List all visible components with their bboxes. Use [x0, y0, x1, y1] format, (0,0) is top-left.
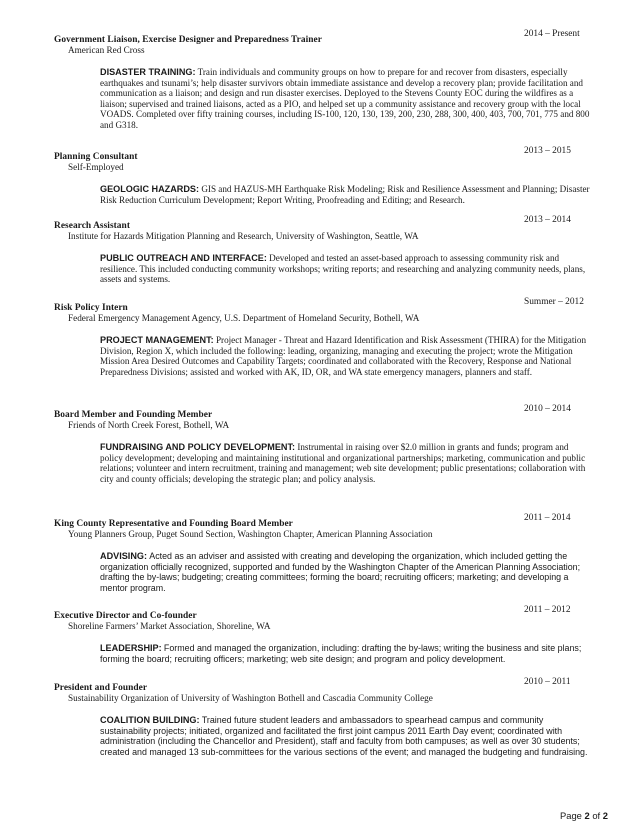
job-description	[100, 335, 591, 377]
job-dates: 2011 – 2012	[524, 605, 571, 615]
experience-entry-fema	[54, 297, 591, 377]
job-dates: 2010 – 2014	[524, 404, 571, 414]
job-title: Risk Policy Intern	[54, 303, 128, 313]
organization: Young Planners Group, Puget Sound Section, Washington Chapter, American Planning Association	[68, 529, 433, 539]
job-title: Research Assistant	[54, 221, 130, 231]
organization: Friends of North Creek Forest, Bothell, WA	[68, 420, 230, 430]
experience-entry-research-assistant	[54, 215, 591, 285]
job-dates: 2014 – Present	[524, 29, 580, 39]
organization: American Red Cross	[68, 45, 145, 55]
description-text: Instrumental in raising over $2.0 million in grants and funds; program and policy development; developing and maintaining institutional and organizational partnerships; marketing, communication and public relations; volunteer and intern recruitment, training and management; web site development; public presentations; collaboration with city and county officials; developing the strategic plan; and policy analysis.	[100, 442, 586, 484]
job-title: King County Representative and Founding Board Member	[54, 519, 293, 529]
of-word: of	[592, 810, 601, 821]
page-total: 2	[602, 810, 608, 821]
experience-entry-red-cross	[54, 29, 591, 131]
organization: Shoreline Farmers’ Market Association, Shoreline, WA	[68, 621, 271, 631]
job-title: Executive Director and Co-founder	[54, 611, 197, 621]
organization: Self-Employed	[68, 162, 124, 172]
organization: Sustainability Organization of University of Washington Bothell and Cascadia Community College	[68, 693, 433, 703]
description-text: GIS and HAZUS-MH Earthquake Risk Modeling; Risk and Resilience Assessment and Planning; Disaster Risk Reduction Curriculum Development; Report Writing, Proofreading and Editing; and Research.	[100, 184, 590, 205]
description-heading: DISASTER TRAINING:	[100, 67, 196, 77]
job-description	[100, 715, 591, 757]
organization: Federal Emergency Management Agency, U.S. Department of Homeland Security, Bothell, WA	[68, 313, 420, 323]
description-text: Formed and managed the organization, including: drafting the by-laws; writing the business and site plans; forming the board; recruiting officers; marketing; web site design; and program and policy development.	[100, 643, 582, 664]
experience-entry-north-creek	[54, 404, 591, 484]
job-description	[100, 551, 591, 593]
description-heading: COALITION BUILDING:	[100, 715, 200, 725]
experience-entry-farmers-market	[54, 605, 591, 664]
job-dates: Summer – 2012	[524, 297, 584, 307]
description-heading: PROJECT MANAGEMENT:	[100, 335, 214, 345]
job-description	[100, 184, 591, 205]
job-title: Planning Consultant	[54, 152, 138, 162]
description-heading: ADVISING:	[100, 551, 147, 561]
description-heading: PUBLIC OUTREACH AND INTERFACE:	[100, 253, 267, 263]
page-word: Page	[560, 810, 582, 821]
description-text: Train individuals and community groups on how to prepare for and recover from disasters, especially earthquakes and tsunami’s; help disaster survivors obtain immediate assistance and develop a recovery plan; provide facilitation and communication as a liaison; and design and run disaster exercises. Deployed to the Stevens County EOC during the wildfires as a liaison; supervised and trained liaisons, acted as a PIO, and helped set up a community assistance and recovery group with the local VOADS. Completed over fifty training courses, including IS-100, 120, 130, 139, 200, 230, 288, 300, 400, 403, 700, 701, 775 and 800 and G318.	[100, 67, 590, 130]
job-dates: 2011 – 2014	[524, 513, 571, 523]
experience-entry-young-planners	[54, 513, 591, 593]
job-dates: 2010 – 2011	[524, 677, 571, 687]
job-dates: 2013 – 2014	[524, 215, 571, 225]
description-text: Acted as an adviser and assisted with creating and developing the organization, which included getting the organization officially recognized, supported and funded by the Washington Chapter of the American Planning Association; drafting the by-laws; budgeting; creating committees; forming the board; recruiting officers; marketing; and developing a mentor program.	[100, 551, 581, 593]
page-current: 2	[584, 810, 590, 821]
experience-entry-planning-consultant	[54, 146, 591, 205]
organization: Institute for Hazards Mitigation Planning and Research, University of Washington, Seattle, WA	[68, 231, 419, 241]
job-description	[100, 442, 591, 484]
description-text: Project Manager - Threat and Hazard Identification and Risk Assessment (THIRA) for the Mitigation Division, Region X, which included the following: leading, organizing, managing and executing the project; wrote the Mitigation Mission Area Desired Outcomes and Capability Targets; coordinated and collaborated with the Recovery, Response and National Preparedness Divisions; assisted and worked with AK, ID, OR, and WA state emergency managers, planners and staff.	[100, 335, 587, 377]
job-title: Board Member and Founding Member	[54, 410, 213, 420]
job-dates: 2013 – 2015	[524, 146, 571, 156]
job-title: President and Founder	[54, 683, 148, 693]
job-description	[100, 643, 591, 664]
description-text: Developed and tested an asset-based approach to assessing community risk and resilience. This included conducting community workshops; writing reports; and researching and analyzing community needs, plans, assets and systems.	[100, 253, 586, 285]
description-heading: LEADERSHIP:	[100, 643, 162, 653]
job-description	[100, 67, 591, 131]
description-heading: FUNDRAISING AND POLICY DEVELOPMENT:	[100, 442, 296, 452]
page-number	[560, 810, 608, 821]
description-heading: GEOLOGIC HAZARDS:	[100, 184, 200, 194]
job-description	[100, 253, 591, 285]
job-title: Government Liaison, Exercise Designer and Preparedness Trainer	[54, 35, 322, 45]
description-text: Trained future student leaders and ambassadors to spearhead campus and community sustainability projects; initiated, organized and facilitated the first joint campus 2011 Earth Day event; coordinated with administration (including the Chancellor and President), staff and faculty from both campuses; as well as over 30 students; created and managed 13 sub-committees for the various sections of the event; and managed the budgeting and fundraising.	[100, 715, 588, 757]
experience-entry-sustainability-org	[54, 677, 591, 757]
